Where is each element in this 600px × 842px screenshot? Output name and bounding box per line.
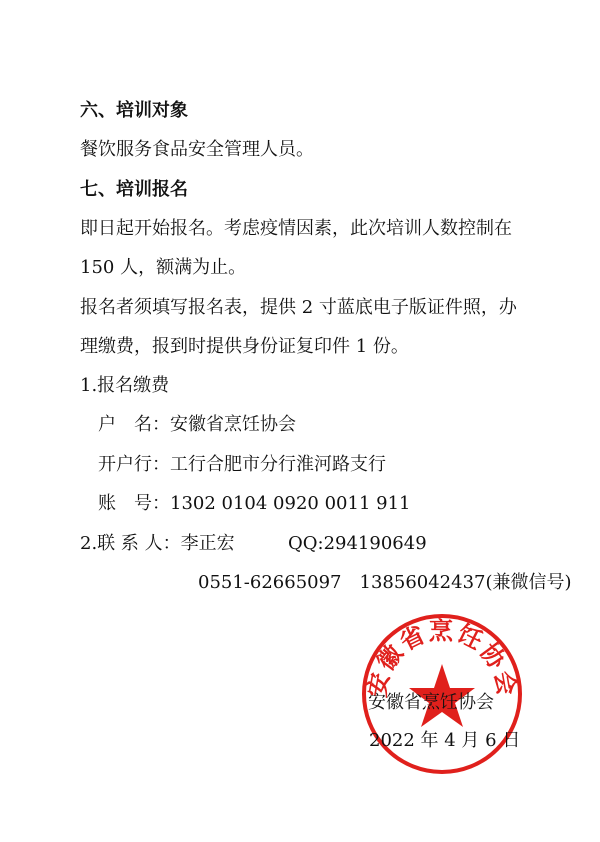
paragraph-requirements-line-2: 理缴费，报到时提供身份证复印件 1 份。 [80, 336, 409, 357]
paragraph-registration-line-2: 150 人，额满为止。 [80, 257, 247, 278]
contact-person: 2.联 系 人：李正宏 [80, 533, 235, 554]
signature-date: 2022 年 4 月 6 日 [369, 730, 521, 751]
bank-value: 工行合肥市分行淮河路支行 [170, 454, 386, 475]
paragraph-registration-line-1: 即日起开始报名。考虑疫情因素，此次培训人数控制在 [80, 218, 512, 239]
payment-title: 1.报名缴费 [80, 375, 170, 396]
section-six-body: 餐饮服务食品安全管理人员。 [80, 139, 314, 160]
contact-qq: QQ:294190649 [288, 533, 427, 554]
section-six-heading: 六、培训对象 [80, 100, 188, 121]
bank-row [98, 454, 386, 476]
paragraph-requirements-line-1: 报名者须填写报名表，提供 2 寸蓝底电子版证件照，办 [80, 297, 517, 318]
contact-phones: 0551-62665097 13856042437(兼微信号) [198, 572, 572, 593]
account-number-row [98, 493, 410, 515]
account-number-label: 账 号： [98, 493, 170, 514]
account-name-label: 户 名： [98, 414, 170, 435]
bank-label: 开户行： [98, 454, 170, 475]
account-name-value: 安徽省烹饪协会 [170, 414, 296, 435]
account-number-value: 1302 0104 0920 0011 911 [170, 493, 411, 514]
section-seven-heading: 七、培训报名 [80, 179, 188, 200]
account-name-row [98, 414, 296, 436]
seal-text: 安徽省烹饪协会 [362, 617, 522, 700]
signature-organization: 安徽省烹饪协会 [368, 692, 494, 713]
